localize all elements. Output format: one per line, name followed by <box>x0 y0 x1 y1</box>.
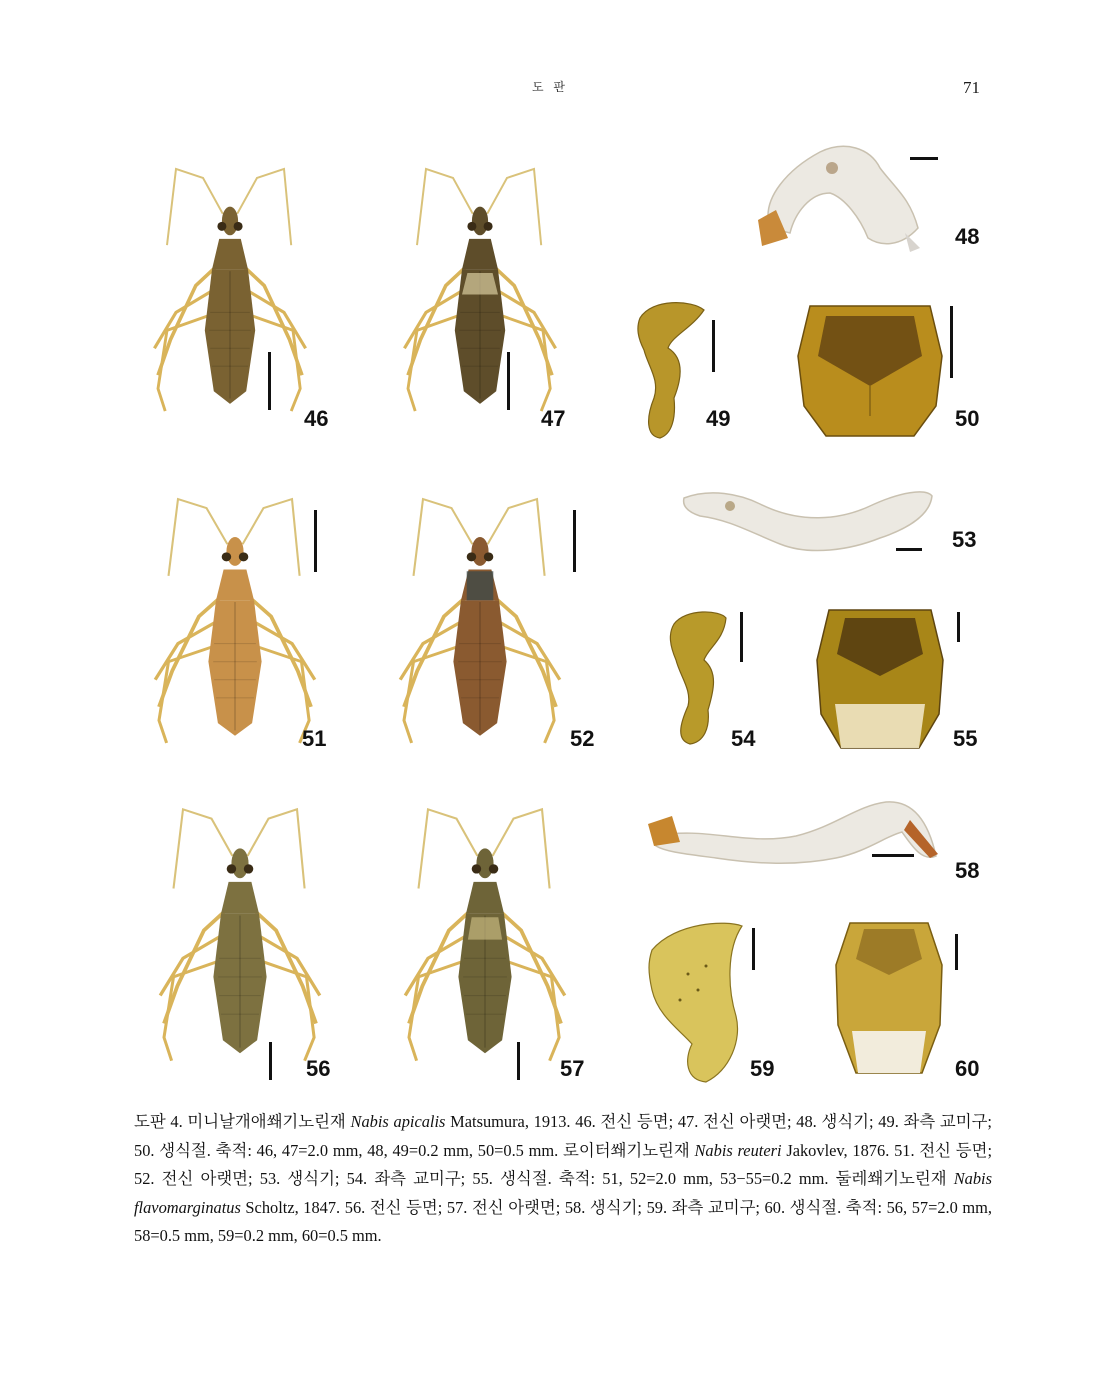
caption-part: 도판 4. 미니날개애쐐기노린재 <box>134 1112 351 1131</box>
figure-59-left-paramere <box>646 920 746 1084</box>
scale-bar-52 <box>573 510 576 572</box>
figure-number-49: 49 <box>706 406 731 431</box>
caption-part: Scholtz, 1847. 56. 전신 등면; 57. 전신 아랫면; 58. 생식기; 59. 좌측 교미구; 60. 생식절. 축적: 56, 57=2.0 mm, 58=0.5 mm, 59=0.2 mm, 60=0.5 mm. <box>134 1197 992 1245</box>
scale-bar-55 <box>957 612 960 642</box>
species-name-apicalis: Nabis apicalis <box>350 1112 446 1131</box>
scale-bar-59 <box>752 928 755 970</box>
scale-bar-60 <box>955 934 958 970</box>
figure-49-left-paramere <box>632 298 710 440</box>
scale-bar-50 <box>950 306 953 378</box>
running-head: 도 판 <box>532 80 568 94</box>
figure-60-pygophore <box>830 915 948 1085</box>
scale-bar-56 <box>269 1042 272 1080</box>
figure-number-54: 54 <box>731 726 756 751</box>
scale-bar-58 <box>872 854 914 857</box>
page-number: 71 <box>963 78 980 97</box>
figure-52-ventral-habitus <box>385 490 575 752</box>
figure-number-56: 56 <box>306 1056 331 1081</box>
scale-bar-54 <box>740 612 743 662</box>
figure-number-50: 50 <box>955 406 980 431</box>
figure-58-genitalia <box>646 796 942 876</box>
figure-number-59: 59 <box>750 1056 775 1081</box>
species-name-reuteri: Nabis reuteri <box>694 1140 782 1160</box>
caption-part: Matsumura, 1913. 46. 전신 등면; 47. 전신 아랫면; 48. 생식기; 49. 좌측 교미구; 50. 생식절. 축적: 46, 47=2.0 mm, 48, 49=0.2 mm, 50=0.5 mm. 로이터쐐기노린재 <box>134 1112 992 1160</box>
figure-number-57: 57 <box>560 1056 585 1081</box>
caption-part: Jakovlev, 1876. 51. 전신 등면; 52. 전신 아랫면; 53. 생식기; 54. 좌측 교미구; 55. 생식절. 축적: 51, 52=2.0 mm, 53−55=0.2 mm. 둘레쐐기노린재 <box>134 1140 993 1188</box>
figure-caption <box>134 1108 992 1251</box>
figure-51-dorsal-habitus <box>140 490 330 752</box>
species-name-flavomarginatus: Nabis flavomarginatus <box>134 1169 992 1217</box>
figure-57-ventral-habitus <box>390 800 580 1070</box>
figure-56-dorsal-habitus <box>145 800 335 1070</box>
figure-50-pygophore <box>796 296 944 442</box>
figure-number-48: 48 <box>955 224 980 249</box>
scale-bar-57 <box>517 1042 520 1080</box>
scale-bar-47 <box>507 352 510 410</box>
figure-47-ventral-habitus <box>390 160 570 420</box>
figure-number-52: 52 <box>570 726 595 751</box>
scale-bar-53 <box>896 548 922 551</box>
figure-number-60: 60 <box>955 1056 980 1081</box>
figure-46-dorsal-habitus <box>140 160 320 420</box>
scale-bar-46 <box>268 352 271 410</box>
figure-54-left-paramere <box>664 606 736 746</box>
scale-bar-48 <box>910 157 938 160</box>
figure-55-pygophore <box>815 604 945 752</box>
figure-number-58: 58 <box>955 858 980 883</box>
figure-number-53: 53 <box>952 527 977 552</box>
figure-number-46: 46 <box>304 406 329 431</box>
figure-48-genitalia <box>750 138 930 253</box>
scale-bar-51 <box>314 510 317 572</box>
figure-number-55: 55 <box>953 726 978 751</box>
figure-number-51: 51 <box>302 726 327 751</box>
scale-bar-49 <box>712 320 715 372</box>
figure-number-47: 47 <box>541 406 566 431</box>
